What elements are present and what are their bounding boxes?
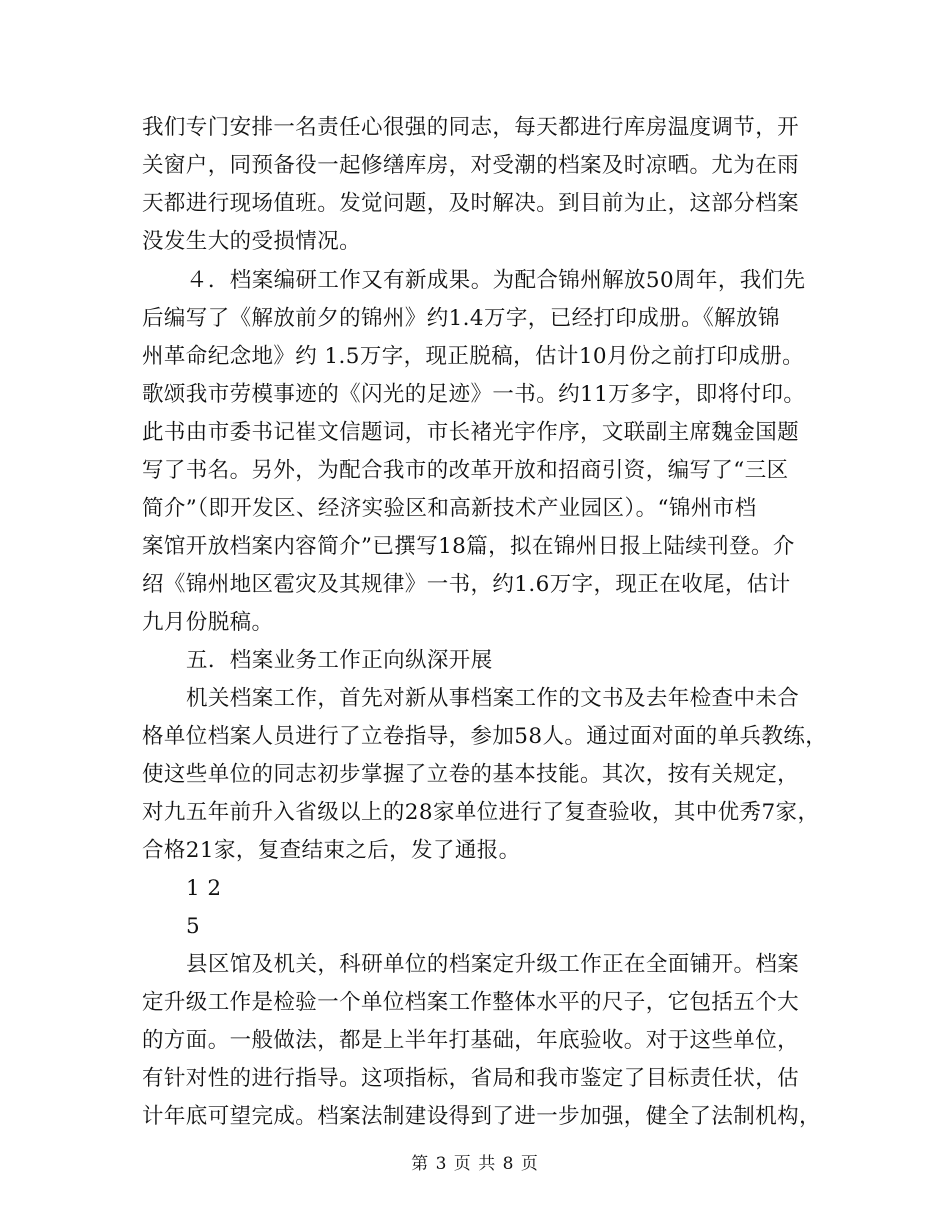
text-line: 的方面。一般做法，都是上半年打基础，年底验收。对于这些单位， xyxy=(142,1028,800,1053)
text-line: 简介”（即开发区、经济实验区和高新技术产业园区）。“锦州市档 xyxy=(142,496,757,521)
text-line: 有针对性的进行指导。这项指标，省局和我市鉴定了目标责任状，估 xyxy=(142,1066,800,1091)
text-line: 绍《锦州地区雹灾及其规律》一书，约1.6万字，现正在收尾，估计 xyxy=(142,572,791,597)
text-line: 格单位档案人员进行了立卷指导，参加58人。通过面对面的单兵教练， xyxy=(142,724,828,749)
text-line: 写了书名。另外，为配合我市的改革开放和招商引资，编写了“三区 xyxy=(142,458,789,483)
text-line: 天都进行现场值班。发觉问题，及时解决。到目前为止，这部分档案 xyxy=(142,191,800,216)
text-line: 使这些单位的同志初步掌握了立卷的基本技能。其次，按有关规定， xyxy=(142,762,800,787)
page-number-footer: 第 3 页 共 8 页 xyxy=(411,1154,539,1174)
text-line: 对九五年前升入省级以上的28家单位进行了复查验收，其中优秀7家， xyxy=(142,800,820,825)
text-line: 机关档案工作，首先对新从事档案工作的文书及去年检查中未合 xyxy=(186,686,800,711)
text-line: 歌颂我市劳模事迹的《闪光的足迹》一书。约11万多字，即将付印。 xyxy=(142,382,806,407)
text-line: 案馆开放档案内容简介”已撰写18篇，拟在锦州日报上陆续刊登。介 xyxy=(142,534,795,559)
text-line: 5 xyxy=(186,914,201,939)
section-heading: 五．档案业务工作正向纵深开展 xyxy=(186,648,493,673)
text-line: 没发生大的受损情况。 xyxy=(142,229,362,254)
text-line: 州革命纪念地》约 1.5万字，现正脱稿，估计10月份之前打印成册。 xyxy=(142,344,805,369)
text-line: 关窗户，同预备役一起修缮库房，对受潮的档案及时凉晒。尤为在雨 xyxy=(142,153,800,178)
text-line: 计年底可望完成。档案法制建设得到了进一步加强，健全了法制机构， xyxy=(142,1104,821,1129)
text-line: 合格21家，复查结束之后，发了通报。 xyxy=(142,838,521,863)
text-line: 后编写了《解放前夕的锦州》约1.4万字，已经打印成册。《解放锦 xyxy=(142,306,780,331)
text-line: 九月份脱稿。 xyxy=(142,610,274,635)
text-line: 我们专门安排一名责任心很强的同志，每天都进行库房温度调节，开 xyxy=(142,115,800,140)
text-line: 定升级工作是检验一个单位档案工作整体水平的尺子，它包括五个大 xyxy=(142,990,800,1015)
text-line: 县区馆及机关，科研单位的档案定升级工作正在全面铺开。档案 xyxy=(186,952,800,977)
paragraph-heading-line: ４．档案编研工作又有新成果。为配合锦州解放50周年，我们先 xyxy=(186,268,806,293)
text-line: 此书由市委书记崔文信题词，市长褚光宇作序，文联副主席魏金国题 xyxy=(142,420,800,445)
text-line: 1 2 xyxy=(186,876,222,901)
